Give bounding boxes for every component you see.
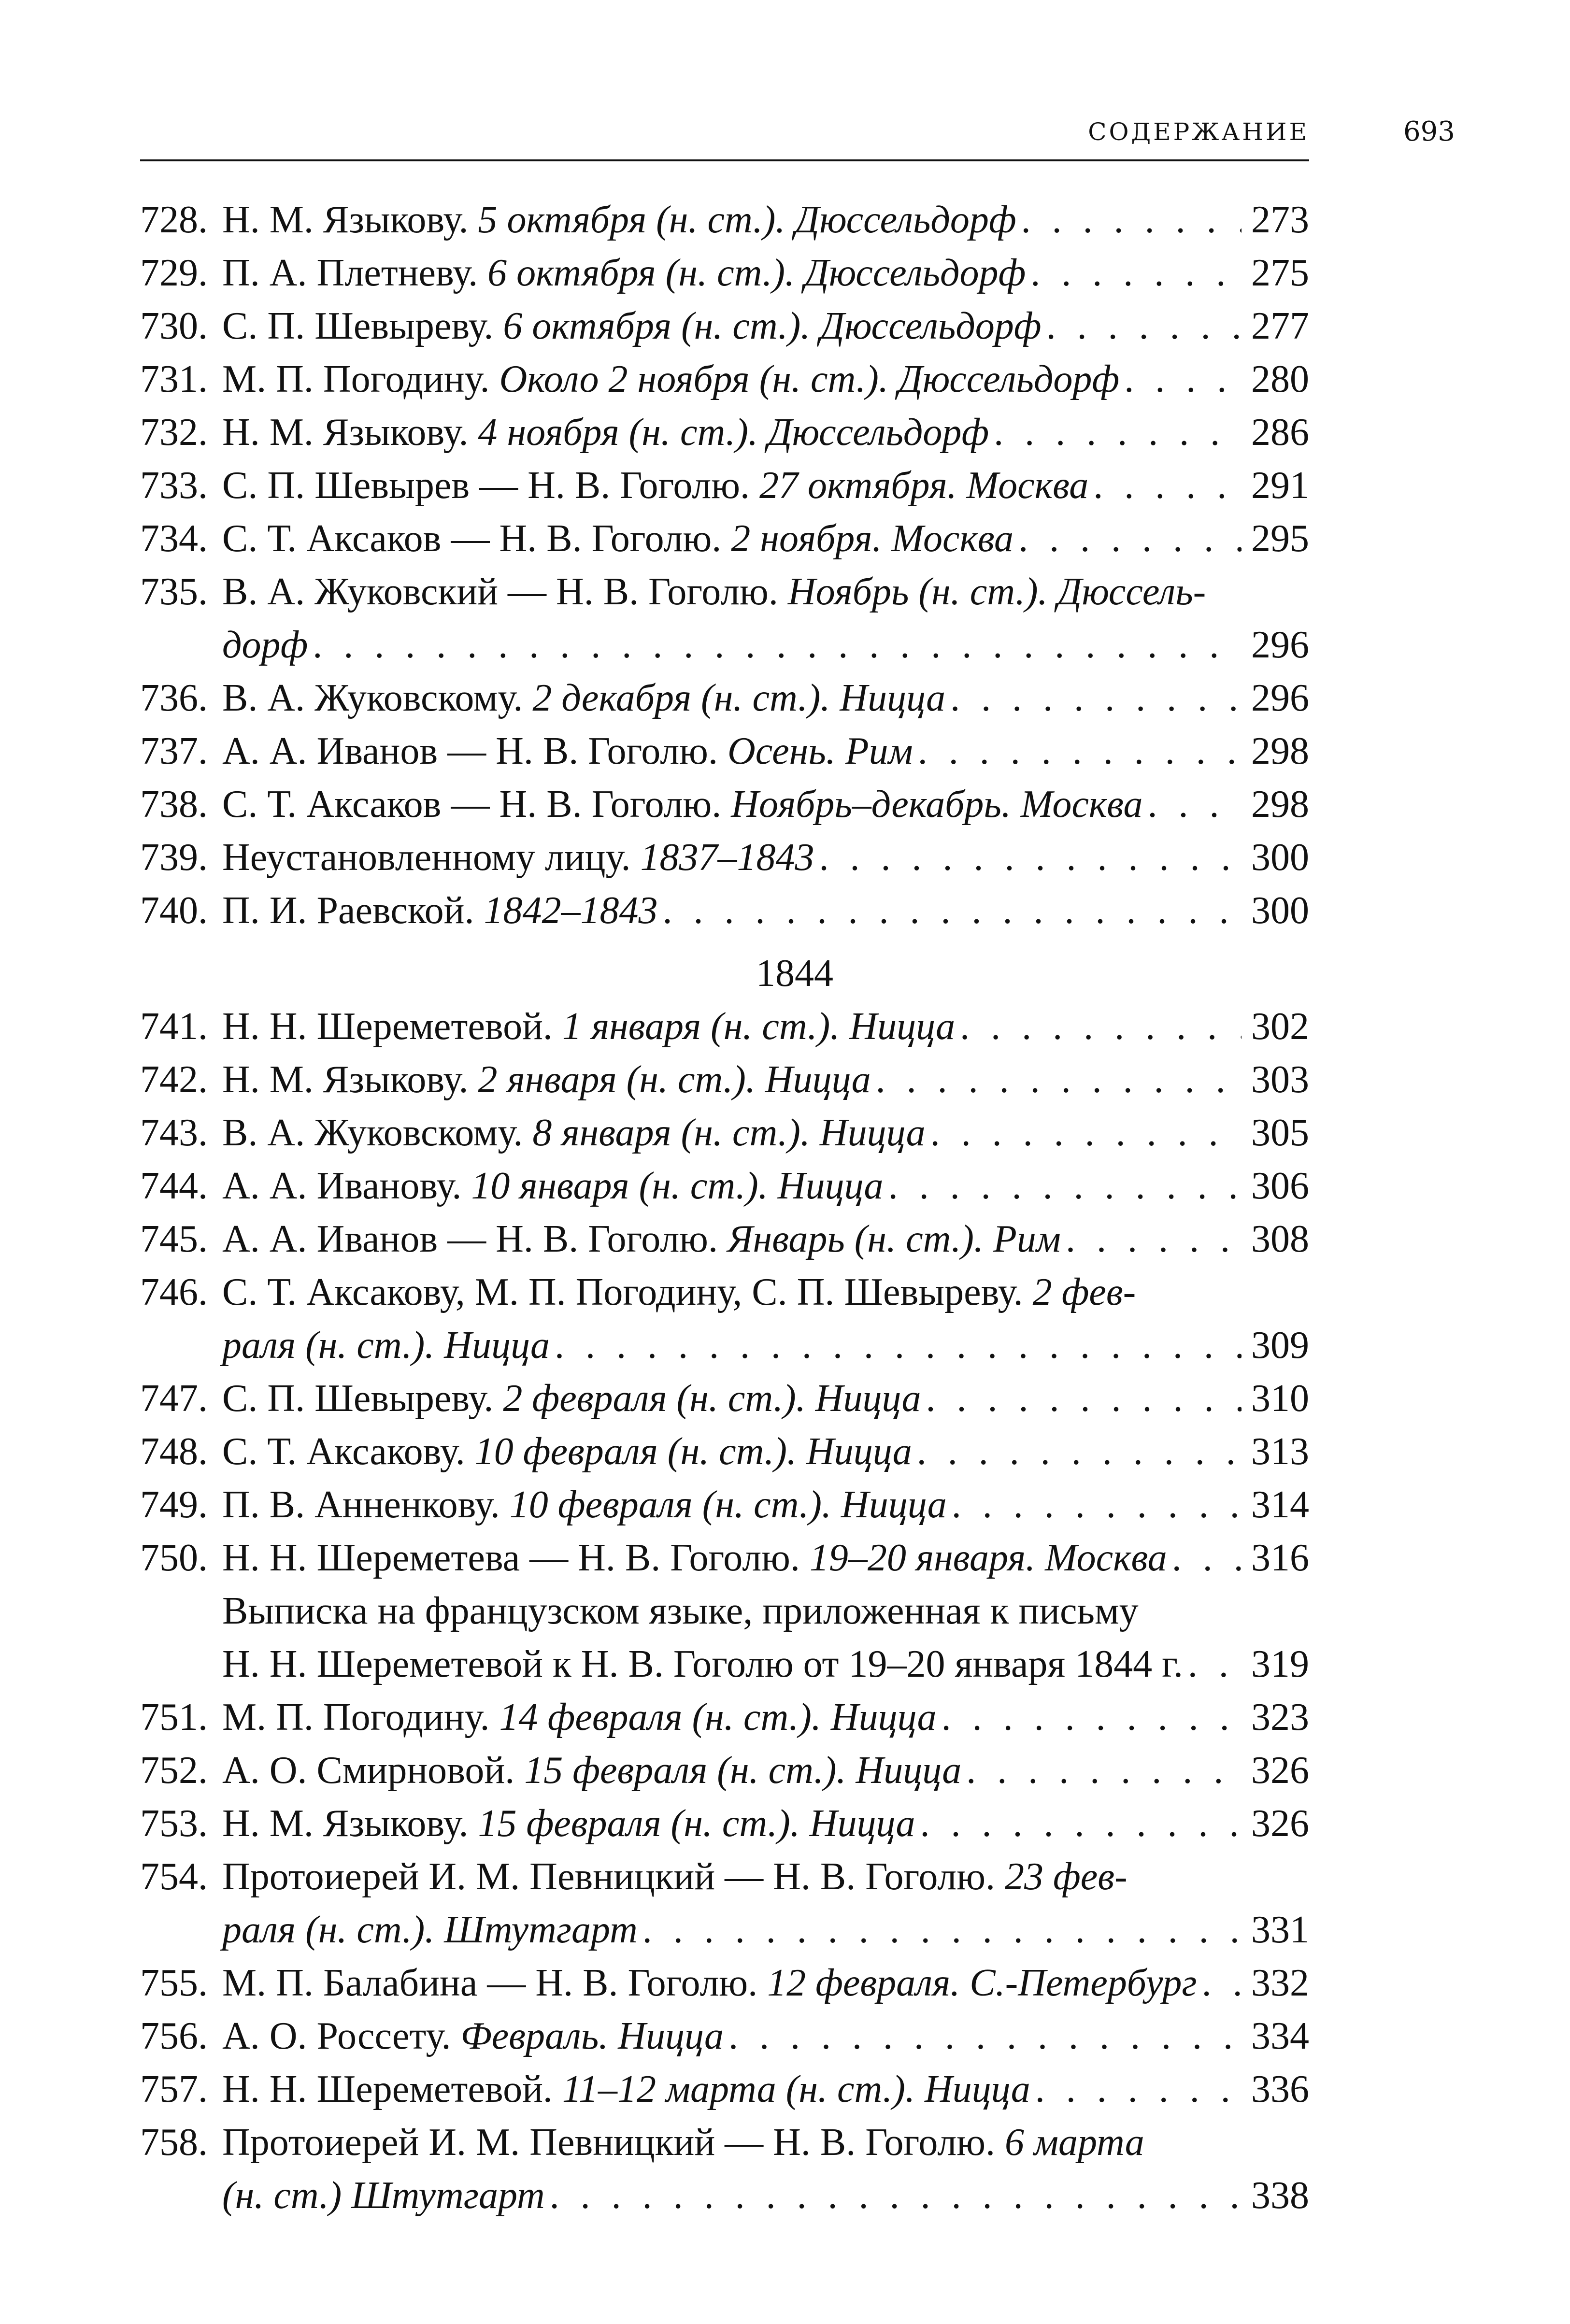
entry-page: 336	[1251, 2068, 1309, 2110]
entry-addressee: Н. Н. Шереметева — Н. В. Гоголю.	[222, 1537, 810, 1579]
dot-leader	[950, 671, 1242, 725]
entry-page: 316	[1251, 1537, 1309, 1579]
entry-text	[222, 884, 657, 937]
entry-text	[222, 725, 913, 778]
entry-addressee: Неустановленному лицу.	[222, 836, 641, 879]
toc-entry	[140, 1956, 1309, 2010]
entry-addressee: С. Т. Аксаков — Н. В. Гоголю.	[222, 517, 731, 560]
entry-date-place: Осень. Рим	[727, 730, 913, 772]
entry-date-place: 8 января (н. ст.). Ницца	[532, 1112, 926, 1154]
running-head	[140, 116, 1309, 161]
entry-number: 738.	[140, 783, 208, 826]
toc-entry	[140, 1478, 1309, 1531]
entry-addressee: М. П. Погодину.	[222, 358, 500, 400]
entry-text	[222, 831, 814, 884]
entry-page: 323	[1251, 1696, 1309, 1739]
dot-leader	[942, 1691, 1242, 1744]
toc-entry-line	[140, 299, 1309, 353]
entry-number: 729.	[140, 252, 208, 294]
toc-entry-line	[140, 778, 1309, 831]
dot-leader	[1046, 299, 1242, 353]
toc-entry	[140, 459, 1309, 512]
toc-entry-line	[140, 725, 1309, 778]
toc-entry-line	[140, 1478, 1309, 1531]
entry-date-place: 10 февраля (н. ст.). Ницца	[474, 1430, 912, 1473]
entry-page: 313	[1251, 1430, 1309, 1473]
entry-addressee: А. О. Россету.	[222, 2015, 461, 2057]
dot-leader	[1124, 353, 1242, 406]
entry-number: 739.	[140, 836, 208, 879]
entry-number: 753.	[140, 1802, 208, 1845]
toc-entry-line	[140, 459, 1309, 512]
entry-addressee: Протоиерей И. М. Певницкий — Н. В. Гоголю.	[222, 1855, 1005, 1898]
toc-entry	[140, 1159, 1309, 1212]
toc-entry	[140, 565, 1309, 671]
entry-number: 731.	[140, 358, 208, 400]
entry-page: 273	[1251, 199, 1309, 241]
entry-text	[222, 1425, 912, 1478]
toc-entry-continuation	[140, 2169, 1309, 2222]
entry-text	[222, 1478, 947, 1531]
entry-date-place: 15 февраля (н. ст.). Ницца	[478, 1802, 915, 1845]
entry-date-place: 10 февраля (н. ст.). Ницца	[509, 1483, 947, 1526]
toc-entry-line	[140, 1744, 1309, 1797]
dot-leader	[1066, 1212, 1242, 1266]
toc-entry	[140, 1691, 1309, 1744]
entry-addressee: С. Т. Аксакову.	[222, 1430, 475, 1473]
entry-addressee: С. П. Шевыреву.	[222, 305, 503, 347]
toc-entry	[140, 193, 1309, 246]
toc-entry-line	[140, 1584, 1309, 1638]
entry-date-place: 14 февраля (н. ст.). Ницца	[499, 1696, 937, 1739]
entry-page: 303	[1251, 1058, 1309, 1101]
dot-leader	[642, 1903, 1242, 1956]
entry-page: 308	[1251, 1218, 1309, 1260]
entry-addressee: Н. Н. Шереметевой.	[222, 1005, 562, 1048]
entry-date-place: 2 ноября. Москва	[731, 517, 1014, 560]
entry-date-place: 19–20 января. Москва	[809, 1537, 1167, 1579]
entry-addressee: А. А. Иванову.	[222, 1165, 471, 1207]
toc-group-1844	[140, 1000, 1309, 2222]
entry-text	[222, 2116, 1144, 2169]
entry-addressee: П. И. Раевской.	[222, 889, 484, 932]
entry-page: 326	[1251, 1749, 1309, 1792]
entry-addressee: А. А. Иванов — Н. В. Гоголю.	[222, 1218, 728, 1260]
toc-entry-line	[140, 512, 1309, 565]
entry-date-place: Январь (н. ст.). Рим	[727, 1218, 1061, 1260]
toc-entry	[140, 512, 1309, 565]
entry-page: 305	[1251, 1112, 1309, 1154]
entry-number: 757.	[140, 2068, 208, 2110]
entry-page: 319	[1251, 1643, 1309, 1685]
entry-text	[222, 1106, 926, 1159]
entry-number: 758.	[140, 2121, 208, 2164]
entry-number: 744.	[140, 1165, 208, 1207]
entry-addressee: Н. М. Языкову.	[222, 1058, 478, 1101]
entry-number: 733.	[140, 464, 208, 507]
entry-addressee: П. А. Плетневу.	[222, 252, 488, 294]
entry-text	[222, 1000, 955, 1053]
entry-number: 756.	[140, 2015, 208, 2057]
toc-entry	[140, 406, 1309, 459]
entry-date-place: 1837–1843	[640, 836, 814, 879]
entry-addressee: М. П. Балабина — Н. В. Гоголю.	[222, 1962, 768, 2004]
entry-page: 326	[1251, 1802, 1309, 1845]
toc-entry	[140, 2063, 1309, 2116]
entry-text	[222, 459, 1088, 512]
dot-leader	[920, 1797, 1242, 1850]
dot-leader	[930, 1106, 1242, 1159]
entry-page: 309	[1251, 1324, 1309, 1367]
dot-leader	[1030, 246, 1242, 299]
toc-entry	[140, 2116, 1309, 2222]
entry-number: 745.	[140, 1218, 208, 1260]
toc-entry	[140, 2010, 1309, 2063]
entry-addressee: Протоиерей И. М. Певницкий — Н. В. Гоголю.	[222, 2121, 1005, 2164]
entry-text	[222, 246, 1026, 299]
toc-entry-line	[140, 1106, 1309, 1159]
entry-date-place: 10 января (н. ст.). Ницца	[471, 1165, 884, 1207]
entry-date-place: 27 октября. Москва	[759, 464, 1089, 507]
entry-date-place: Ноябрь (н. ст.). Дюссель-	[787, 570, 1206, 613]
toc-entry	[140, 1850, 1309, 1956]
entry-page: 277	[1251, 305, 1309, 347]
entry-number: 743.	[140, 1112, 208, 1154]
toc-entry	[140, 1744, 1309, 1797]
toc-entry	[140, 1425, 1309, 1478]
dot-leader	[917, 1425, 1242, 1478]
entry-page: 332	[1251, 1962, 1309, 2004]
toc-entry-line	[140, 1691, 1309, 1744]
table-of-contents	[140, 193, 1309, 2222]
entry-date-place: Около 2 ноября (н. ст.). Дюссельдорф	[499, 358, 1120, 400]
toc-entry-line	[140, 1212, 1309, 1266]
dot-leader	[926, 1372, 1242, 1425]
toc-entry	[140, 1053, 1309, 1106]
toc-entry-line	[140, 2010, 1309, 2063]
toc-entry-line	[140, 1797, 1309, 1850]
toc-entry	[140, 831, 1309, 884]
entry-date-place: 4 ноября (н. ст.). Дюссельдорф	[478, 411, 989, 454]
entry-date-place: 12 февраля. С.-Петербург	[767, 1962, 1197, 2004]
entry-date-place: 6 октября (н. ст.). Дюссельдорф	[503, 305, 1042, 347]
entry-date-place: 11–12 марта (н. ст.). Ницца	[562, 2068, 1030, 2110]
toc-entry	[140, 246, 1309, 299]
entry-addressee: А. О. Смирновой.	[222, 1749, 525, 1792]
toc-entry-line	[140, 1531, 1309, 1584]
toc-entry-line	[140, 2116, 1309, 2169]
toc-entry-line	[140, 353, 1309, 406]
toc-entry-line	[140, 1956, 1309, 2010]
entry-text	[222, 1212, 1061, 1266]
toc-entry	[140, 1212, 1309, 1266]
entry-date-place-cont: раля (н. ст.). Штутгарт	[222, 1909, 638, 1951]
entry-number: 749.	[140, 1483, 208, 1526]
entry-date-place: 6 марта	[1004, 2121, 1144, 2164]
entry-text	[222, 671, 945, 725]
toc-entry	[140, 1584, 1309, 1691]
toc-entry-line	[140, 565, 1309, 618]
entry-page: 300	[1251, 836, 1309, 879]
entry-text	[222, 1956, 1197, 2010]
entry-text	[222, 406, 989, 459]
entry-page: 298	[1251, 730, 1309, 772]
toc-entry	[140, 1000, 1309, 1053]
toc-entry	[140, 1797, 1309, 1850]
entry-addressee: А. А. Иванов — Н. В. Гоголю.	[222, 730, 728, 772]
toc-entry-line	[140, 1850, 1309, 1903]
entry-addressee: В. А. Жуковский — Н. В. Гоголю.	[222, 570, 788, 613]
dot-leader	[960, 1000, 1242, 1053]
entry-page: 306	[1251, 1165, 1309, 1207]
entry-addressee: В. А. Жуковскому.	[222, 677, 533, 719]
entry-number: 755.	[140, 1962, 208, 2004]
entry-page: 295	[1251, 517, 1309, 560]
entry-text	[222, 1850, 1128, 1903]
toc-entry-line	[140, 193, 1309, 246]
toc-entry-line	[140, 884, 1309, 937]
entry-number: 740.	[140, 889, 208, 932]
dot-leader	[1202, 1956, 1242, 2010]
entry-date-place: 2 фев-	[1032, 1271, 1136, 1313]
entry-date-place: Февраль. Ницца	[460, 2015, 724, 2057]
dot-leader	[966, 1744, 1242, 1797]
toc-entry	[140, 1531, 1309, 1584]
entry-addressee: С. Т. Аксакову, М. П. Погодину, С. П. Шевыреву.	[222, 1271, 1033, 1313]
toc-entry-line	[140, 1372, 1309, 1425]
entry-date-place: 2 января (н. ст.). Ницца	[478, 1058, 871, 1101]
toc-entry-continuation	[140, 1903, 1309, 1956]
entry-number: 754.	[140, 1855, 208, 1898]
dot-leader	[952, 1478, 1242, 1531]
dot-leader	[1188, 1638, 1242, 1691]
entry-date-place: 1 января (н. ст.). Ницца	[562, 1005, 956, 1048]
toc-entry-line	[140, 2063, 1309, 2116]
dot-leader	[313, 618, 1242, 671]
entry-number: 732.	[140, 411, 208, 454]
dot-leader	[819, 831, 1242, 884]
dot-leader	[1018, 512, 1242, 565]
entry-page: 280	[1251, 358, 1309, 400]
toc-entry-line	[140, 1000, 1309, 1053]
entry-text	[222, 1691, 937, 1744]
entry-addressee: Н. Н. Шереметевой.	[222, 2068, 562, 2110]
dot-leader	[1021, 193, 1242, 246]
entry-number: 747.	[140, 1377, 208, 1420]
dot-leader	[888, 1159, 1242, 1212]
entry-number: 736.	[140, 677, 208, 719]
entry-page: 291	[1251, 464, 1309, 507]
entry-text	[222, 565, 1206, 618]
dot-leader	[1172, 1531, 1242, 1584]
entry-text	[222, 512, 1013, 565]
entry-number: 746.	[140, 1271, 208, 1313]
entry-date-place-cont: раля (н. ст.). Ницца	[222, 1324, 550, 1367]
entry-addressee: Н. М. Языкову.	[222, 411, 478, 454]
entry-page: 286	[1251, 411, 1309, 454]
toc-entry-continuation	[140, 618, 1309, 671]
toc-entry	[140, 353, 1309, 406]
entry-page: 296	[1251, 624, 1309, 666]
toc-entry	[140, 884, 1309, 937]
dot-leader	[662, 884, 1242, 937]
entry-date-place: 1842–1843	[484, 889, 658, 932]
dot-leader	[555, 1319, 1242, 1372]
entry-page: 331	[1251, 1909, 1309, 1951]
dot-leader	[918, 725, 1242, 778]
entry-number: 750.	[140, 1537, 208, 1579]
entry-page: 334	[1251, 2015, 1309, 2057]
toc-entry-line	[140, 246, 1309, 299]
entry-text	[222, 1053, 871, 1106]
entry-page: 310	[1251, 1377, 1309, 1420]
entry-text-cont: Н. Н. Шереметевой к Н. В. Гоголю от 19–20 января 1844 г.	[222, 1643, 1183, 1685]
entry-text	[222, 2010, 724, 2063]
toc-entry-line	[140, 406, 1309, 459]
entry-addressee: Выписка на французском языке, приложенная к письму	[222, 1590, 1139, 1632]
dot-leader	[876, 1053, 1242, 1106]
running-head-title: СОДЕРЖАНИЕ	[1088, 118, 1309, 146]
entry-date-place: 2 декабря (н. ст.). Ницца	[532, 677, 946, 719]
entry-page: 296	[1251, 677, 1309, 719]
entry-date-place: 5 октября (н. ст.). Дюссельдорф	[478, 199, 1016, 241]
entry-page: 338	[1251, 2174, 1309, 2217]
entry-number: 734.	[140, 517, 208, 560]
entry-number: 737.	[140, 730, 208, 772]
entry-addressee: Н. М. Языкову.	[222, 199, 478, 241]
entry-page: 275	[1251, 252, 1309, 294]
toc-entry	[140, 1266, 1309, 1372]
entry-text	[222, 1266, 1136, 1319]
entry-addressee: Н. М. Языкову.	[222, 1802, 478, 1845]
toc-entry-continuation	[140, 1638, 1309, 1691]
dot-leader	[1147, 778, 1242, 831]
entry-text	[222, 353, 1119, 406]
entry-number: 742.	[140, 1058, 208, 1101]
entry-date-place: 23 фев-	[1004, 1855, 1128, 1898]
entry-addressee: В. А. Жуковскому.	[222, 1112, 533, 1154]
entry-number: 741.	[140, 1005, 208, 1048]
entry-number: 752.	[140, 1749, 208, 1792]
entry-page: 298	[1251, 783, 1309, 826]
entry-text	[222, 1797, 915, 1850]
entry-page: 314	[1251, 1483, 1309, 1526]
entry-number: 728.	[140, 199, 208, 241]
entry-date-place: 15 февраля (н. ст.). Ницца	[524, 1749, 962, 1792]
entry-addressee: С. П. Шевыреву.	[222, 1377, 503, 1420]
entry-page: 300	[1251, 889, 1309, 932]
entry-addressee: П. В. Анненкову.	[222, 1483, 510, 1526]
entry-date-place: 6 октября (н. ст.). Дюссельдорф	[487, 252, 1026, 294]
entry-text	[222, 1744, 961, 1797]
year-heading: 1844	[756, 952, 833, 995]
entry-date-place-cont: (н. ст.) Штутгарт	[222, 2174, 545, 2217]
toc-entry	[140, 725, 1309, 778]
entry-number: 735.	[140, 570, 208, 613]
entry-page: 302	[1251, 1005, 1309, 1048]
entry-number: 730.	[140, 305, 208, 347]
entry-text	[222, 2063, 1030, 2116]
entry-text	[222, 1372, 921, 1425]
toc-entry	[140, 778, 1309, 831]
entry-number: 748.	[140, 1430, 208, 1473]
entry-text	[222, 1531, 1167, 1584]
toc-entry-line	[140, 831, 1309, 884]
toc-entry-line	[140, 1053, 1309, 1106]
dot-leader	[1035, 2063, 1242, 2116]
dot-leader	[994, 406, 1242, 459]
toc-entry	[140, 671, 1309, 725]
entry-text	[222, 193, 1016, 246]
entry-date-place: 2 февраля (н. ст.). Ницца	[503, 1377, 921, 1420]
entry-number: 751.	[140, 1696, 208, 1739]
toc-entry	[140, 299, 1309, 353]
toc-entry-line	[140, 1159, 1309, 1212]
entry-text	[222, 778, 1142, 831]
entry-addressee: С. П. Шевырев — Н. В. Гоголю.	[222, 464, 759, 507]
entry-text	[222, 299, 1042, 353]
toc-entry-continuation	[140, 1319, 1309, 1372]
toc-entry-line	[140, 1425, 1309, 1478]
toc-entry-line	[140, 1266, 1309, 1319]
entry-date-place-cont: дорф	[222, 624, 308, 666]
entry-addressee: С. Т. Аксаков — Н. В. Гоголю.	[222, 783, 731, 826]
dot-leader	[1093, 459, 1242, 512]
page-number: 693	[1403, 116, 1455, 147]
entry-date-place: Ноябрь–декабрь. Москва	[731, 783, 1143, 826]
entry-text	[222, 1584, 1139, 1638]
toc-entry-line	[140, 671, 1309, 725]
entry-addressee: М. П. Погодину.	[222, 1696, 500, 1739]
dot-leader	[728, 2010, 1242, 2063]
toc-entry	[140, 1372, 1309, 1425]
toc-entry	[140, 1106, 1309, 1159]
entry-text	[222, 1159, 884, 1212]
dot-leader	[550, 2169, 1242, 2222]
toc-group-1843	[140, 193, 1309, 937]
